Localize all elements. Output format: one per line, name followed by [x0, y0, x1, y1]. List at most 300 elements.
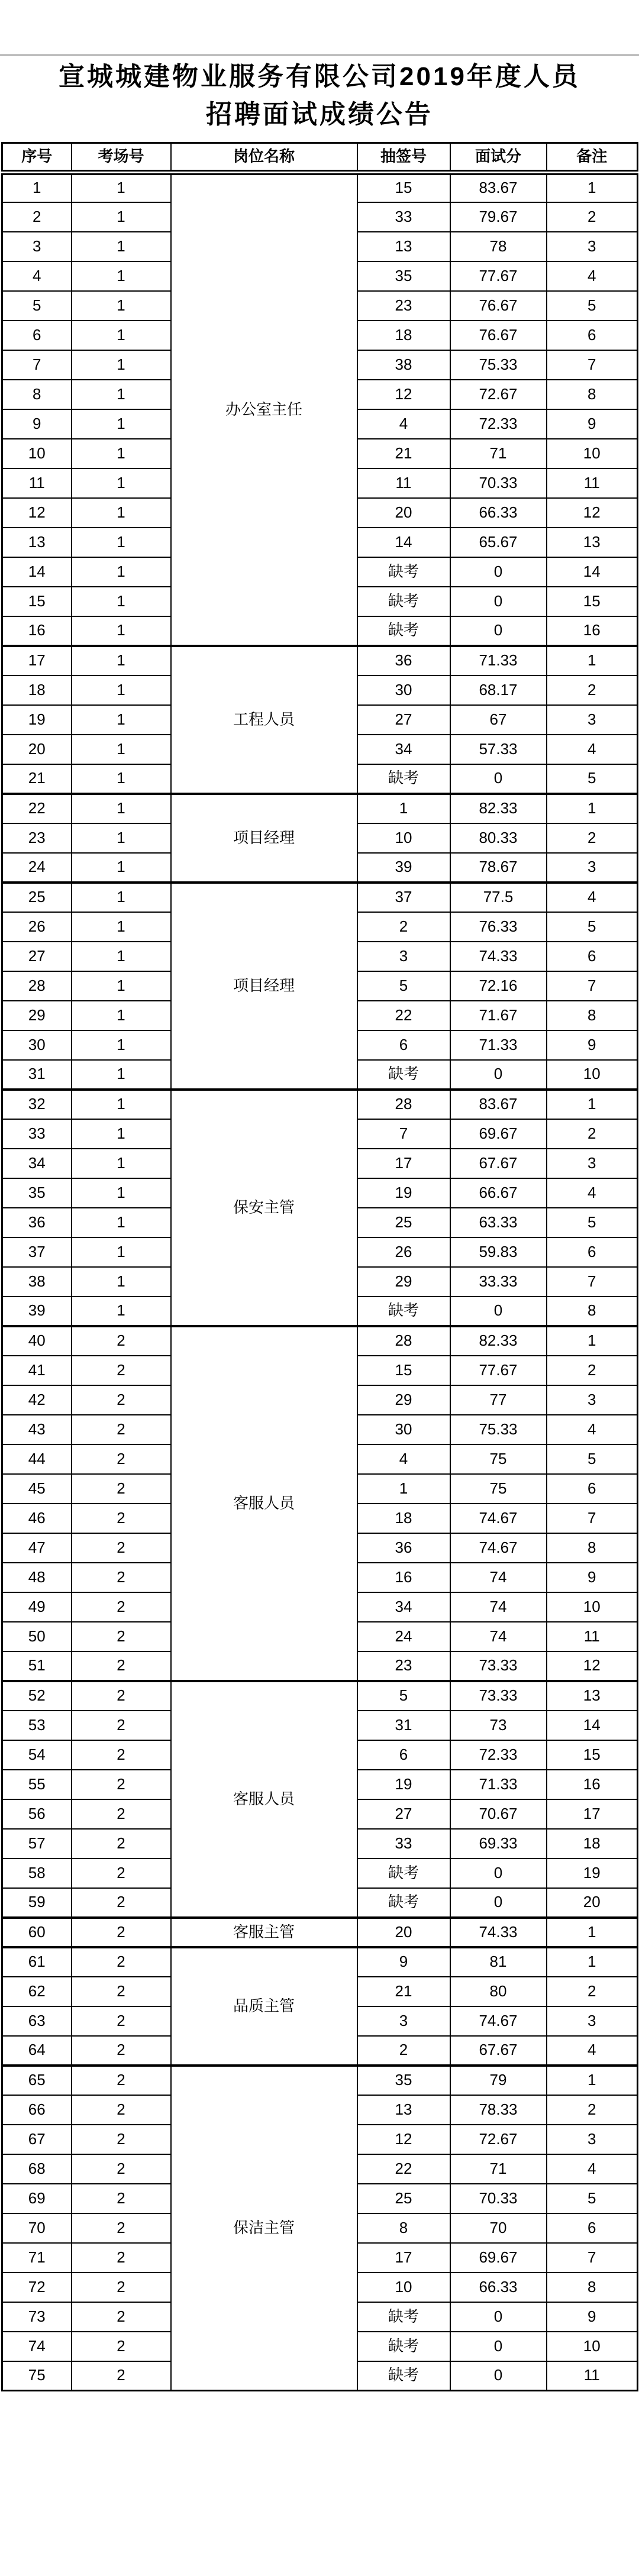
cell-remark: 6 [547, 942, 638, 971]
cell-score: 0 [450, 1060, 547, 1090]
cell-serial: 21 [2, 764, 72, 794]
page-title-line2: 招聘面试成绩公告 [206, 100, 433, 129]
cell-remark: 19 [547, 1859, 638, 1888]
cell-serial: 24 [2, 853, 72, 883]
cell-score: 77.67 [450, 261, 547, 291]
cell-serial: 14 [2, 557, 72, 587]
cell-room: 2 [72, 1859, 171, 1888]
cell-room: 2 [72, 1504, 171, 1533]
cell-draw: 1 [357, 1474, 450, 1504]
cell-draw: 37 [357, 883, 450, 912]
cell-remark: 10 [547, 2332, 638, 2361]
cell-draw: 23 [357, 291, 450, 321]
column-header-serial: 序号 [2, 143, 72, 173]
cell-score: 69.33 [450, 1829, 547, 1859]
cell-score: 63.33 [450, 1208, 547, 1237]
cell-room: 1 [72, 705, 171, 735]
cell-serial: 63 [2, 2006, 72, 2036]
cell-remark: 11 [547, 2361, 638, 2391]
cell-draw: 1 [357, 794, 450, 823]
cell-draw: 缺考 [357, 1888, 450, 1918]
cell-serial: 6 [2, 321, 72, 350]
cell-score: 78.33 [450, 2095, 547, 2125]
cell-draw: 缺考 [357, 587, 450, 616]
cell-serial: 7 [2, 350, 72, 380]
cell-score: 74.33 [450, 942, 547, 971]
cell-score: 74.67 [450, 1504, 547, 1533]
cell-room: 1 [72, 1030, 171, 1060]
table-row [2, 173, 638, 202]
cell-score: 71.33 [450, 646, 547, 675]
cell-score: 77 [450, 1385, 547, 1415]
cell-remark: 9 [547, 2302, 638, 2332]
cell-serial: 56 [2, 1799, 72, 1829]
cell-serial: 43 [2, 1415, 72, 1444]
cell-room: 2 [72, 1415, 171, 1444]
cell-score: 59.83 [450, 1237, 547, 1267]
cell-score: 69.67 [450, 2243, 547, 2273]
cell-room: 2 [72, 1740, 171, 1770]
cell-serial: 34 [2, 1149, 72, 1178]
cell-remark: 16 [547, 616, 638, 646]
cell-serial: 30 [2, 1030, 72, 1060]
cell-room: 2 [72, 1947, 171, 1977]
cell-room: 1 [72, 675, 171, 705]
cell-draw: 13 [357, 232, 450, 261]
cell-draw: 29 [357, 1267, 450, 1297]
cell-remark: 10 [547, 1060, 638, 1090]
cell-remark: 20 [547, 1888, 638, 1918]
cell-remark: 5 [547, 764, 638, 794]
cell-remark: 4 [547, 735, 638, 764]
cell-draw: 缺考 [357, 1859, 450, 1888]
cell-serial: 22 [2, 794, 72, 823]
cell-remark: 3 [547, 232, 638, 261]
cell-room: 1 [72, 261, 171, 291]
cell-remark: 2 [547, 1119, 638, 1149]
cell-room: 2 [72, 1770, 171, 1799]
cell-room: 1 [72, 1149, 171, 1178]
cell-room: 2 [72, 1385, 171, 1415]
cell-remark: 1 [547, 646, 638, 675]
cell-remark: 5 [547, 2184, 638, 2213]
cell-draw: 缺考 [357, 1060, 450, 1090]
cell-draw: 缺考 [357, 2361, 450, 2391]
cell-remark: 4 [547, 2154, 638, 2184]
cell-position: 客服人员 [171, 1326, 357, 1681]
cell-room: 1 [72, 1119, 171, 1149]
cell-serial: 36 [2, 1208, 72, 1237]
cell-serial: 10 [2, 439, 72, 468]
table-row [2, 646, 638, 675]
cell-remark: 2 [547, 1977, 638, 2006]
cell-draw: 34 [357, 735, 450, 764]
cell-remark: 3 [547, 1385, 638, 1415]
cell-score: 0 [450, 2302, 547, 2332]
cell-draw: 7 [357, 1119, 450, 1149]
cell-draw: 6 [357, 1030, 450, 1060]
cell-remark: 9 [547, 409, 638, 439]
cell-remark: 8 [547, 2273, 638, 2302]
cell-serial: 19 [2, 705, 72, 735]
cell-score: 74.67 [450, 2006, 547, 2036]
cell-draw: 3 [357, 942, 450, 971]
cell-room: 1 [72, 1297, 171, 1326]
cell-serial: 58 [2, 1859, 72, 1888]
cell-serial: 13 [2, 528, 72, 557]
cell-position: 保安主管 [171, 1090, 357, 1326]
cell-serial: 4 [2, 261, 72, 291]
cell-remark: 3 [547, 705, 638, 735]
cell-draw: 38 [357, 350, 450, 380]
cell-serial: 47 [2, 1533, 72, 1563]
cell-score: 75 [450, 1474, 547, 1504]
cell-draw: 24 [357, 1622, 450, 1651]
cell-remark: 4 [547, 2036, 638, 2066]
cell-draw: 缺考 [357, 557, 450, 587]
cell-serial: 17 [2, 646, 72, 675]
cell-draw: 26 [357, 1237, 450, 1267]
cell-score: 72.67 [450, 380, 547, 409]
cell-remark: 3 [547, 2125, 638, 2154]
cell-score: 71 [450, 439, 547, 468]
cell-remark: 11 [547, 468, 638, 498]
cell-room: 2 [72, 1977, 171, 2006]
cell-score: 79.67 [450, 202, 547, 232]
cell-remark: 9 [547, 1030, 638, 1060]
cell-remark: 1 [547, 794, 638, 823]
cell-room: 2 [72, 1681, 171, 1711]
cell-serial: 74 [2, 2332, 72, 2361]
cell-serial: 40 [2, 1326, 72, 1356]
cell-remark: 5 [547, 1208, 638, 1237]
cell-position: 客服人员 [171, 1681, 357, 1918]
cell-score: 75 [450, 1444, 547, 1474]
cell-draw: 18 [357, 321, 450, 350]
cell-score: 80.33 [450, 823, 547, 853]
cell-room: 2 [72, 2302, 171, 2332]
cell-room: 2 [72, 1474, 171, 1504]
cell-draw: 19 [357, 1178, 450, 1208]
cell-draw: 缺考 [357, 2302, 450, 2332]
cell-score: 67.67 [450, 2036, 547, 2066]
cell-score: 71.33 [450, 1770, 547, 1799]
cell-remark: 2 [547, 2095, 638, 2125]
cell-draw: 6 [357, 1740, 450, 1770]
cell-serial: 28 [2, 971, 72, 1001]
cell-room: 1 [72, 971, 171, 1001]
cell-score: 82.33 [450, 1326, 547, 1356]
cell-room: 1 [72, 173, 171, 202]
cell-score: 73.33 [450, 1681, 547, 1711]
cell-remark: 12 [547, 1651, 638, 1681]
cell-room: 2 [72, 2213, 171, 2243]
cell-score: 73 [450, 1711, 547, 1740]
cell-serial: 16 [2, 616, 72, 646]
cell-serial: 50 [2, 1622, 72, 1651]
cell-serial: 62 [2, 1977, 72, 2006]
cell-room: 2 [72, 1622, 171, 1651]
cell-serial: 57 [2, 1829, 72, 1859]
table-row [2, 794, 638, 823]
cell-serial: 18 [2, 675, 72, 705]
cell-draw: 缺考 [357, 1297, 450, 1326]
cell-serial: 55 [2, 1770, 72, 1799]
column-header-room: 考场号 [72, 143, 171, 173]
cell-score: 71.67 [450, 1001, 547, 1030]
table-row [2, 1681, 638, 1711]
cell-serial: 12 [2, 498, 72, 528]
cell-score: 67 [450, 705, 547, 735]
cell-score: 0 [450, 2332, 547, 2361]
cell-serial: 69 [2, 2184, 72, 2213]
cell-remark: 2 [547, 202, 638, 232]
cell-serial: 71 [2, 2243, 72, 2273]
cell-serial: 67 [2, 2125, 72, 2154]
cell-score: 78 [450, 232, 547, 261]
cell-room: 1 [72, 1178, 171, 1208]
cell-score: 76.67 [450, 291, 547, 321]
cell-score: 72.33 [450, 1740, 547, 1770]
cell-remark: 4 [547, 261, 638, 291]
cell-position: 品质主管 [171, 1947, 357, 2066]
cell-room: 1 [72, 587, 171, 616]
cell-remark: 6 [547, 2213, 638, 2243]
cell-score: 0 [450, 616, 547, 646]
cell-remark: 1 [547, 173, 638, 202]
cell-draw: 19 [357, 1770, 450, 1799]
cell-serial: 64 [2, 2036, 72, 2066]
cell-score: 74.67 [450, 1533, 547, 1563]
cell-draw: 16 [357, 1563, 450, 1592]
cell-room: 1 [72, 942, 171, 971]
cell-score: 69.67 [450, 1119, 547, 1149]
cell-draw: 4 [357, 409, 450, 439]
cell-draw: 28 [357, 1326, 450, 1356]
cell-score: 77.67 [450, 1356, 547, 1385]
column-header-draw: 抽签号 [357, 143, 450, 173]
cell-draw: 29 [357, 1385, 450, 1415]
cell-serial: 11 [2, 468, 72, 498]
cell-remark: 8 [547, 1297, 638, 1326]
cell-remark: 2 [547, 675, 638, 705]
cell-score: 76.67 [450, 321, 547, 350]
cell-draw: 39 [357, 853, 450, 883]
cell-serial: 35 [2, 1178, 72, 1208]
cell-room: 1 [72, 232, 171, 261]
cell-draw: 8 [357, 2213, 450, 2243]
cell-score: 70.33 [450, 2184, 547, 2213]
cell-room: 1 [72, 883, 171, 912]
cell-draw: 缺考 [357, 616, 450, 646]
cell-room: 2 [72, 1888, 171, 1918]
cell-position: 项目经理 [171, 794, 357, 883]
column-header-remark: 备注 [547, 143, 638, 173]
cell-draw: 27 [357, 1799, 450, 1829]
cell-score: 0 [450, 1859, 547, 1888]
cell-score: 78.67 [450, 853, 547, 883]
cell-room: 2 [72, 2243, 171, 2273]
cell-room: 2 [72, 1918, 171, 1947]
cell-serial: 68 [2, 2154, 72, 2184]
cell-serial: 41 [2, 1356, 72, 1385]
cell-room: 2 [72, 2125, 171, 2154]
cell-position: 项目经理 [171, 883, 357, 1090]
cell-draw: 缺考 [357, 764, 450, 794]
cell-room: 1 [72, 350, 171, 380]
cell-serial: 23 [2, 823, 72, 853]
cell-score: 66.33 [450, 2273, 547, 2302]
cell-draw: 5 [357, 1681, 450, 1711]
cell-room: 1 [72, 409, 171, 439]
cell-draw: 10 [357, 2273, 450, 2302]
cell-remark: 13 [547, 1681, 638, 1711]
cell-remark: 6 [547, 1237, 638, 1267]
cell-serial: 33 [2, 1119, 72, 1149]
cell-serial: 65 [2, 2066, 72, 2095]
cell-draw: 30 [357, 675, 450, 705]
cell-room: 2 [72, 2332, 171, 2361]
cell-room: 1 [72, 853, 171, 883]
cell-draw: 36 [357, 1533, 450, 1563]
cell-serial: 38 [2, 1267, 72, 1297]
cell-serial: 75 [2, 2361, 72, 2391]
cell-score: 70 [450, 2213, 547, 2243]
cell-score: 33.33 [450, 1267, 547, 1297]
cell-remark: 1 [547, 1947, 638, 1977]
cell-draw: 33 [357, 1829, 450, 1859]
cell-serial: 60 [2, 1918, 72, 1947]
cell-room: 2 [72, 1356, 171, 1385]
cell-score: 66.67 [450, 1178, 547, 1208]
cell-serial: 1 [2, 173, 72, 202]
cell-score: 76.33 [450, 912, 547, 942]
cell-score: 72.33 [450, 409, 547, 439]
page-title-line1: 宣城城建物业服务有限公司2019年度人员 [59, 62, 580, 91]
cell-remark: 8 [547, 380, 638, 409]
cell-draw: 34 [357, 1592, 450, 1622]
cell-remark: 9 [547, 1563, 638, 1592]
cell-room: 2 [72, 1592, 171, 1622]
cell-score: 66.33 [450, 498, 547, 528]
cell-remark: 5 [547, 1444, 638, 1474]
cell-score: 74.33 [450, 1918, 547, 1947]
cell-room: 2 [72, 2036, 171, 2066]
cell-score: 75.33 [450, 350, 547, 380]
cell-remark: 5 [547, 912, 638, 942]
cell-room: 2 [72, 2184, 171, 2213]
cell-remark: 1 [547, 2066, 638, 2095]
cell-score: 80 [450, 1977, 547, 2006]
cell-remark: 8 [547, 1001, 638, 1030]
cell-room: 1 [72, 1267, 171, 1297]
cell-remark: 6 [547, 321, 638, 350]
cell-room: 2 [72, 2095, 171, 2125]
cell-score: 74 [450, 1622, 547, 1651]
cell-room: 2 [72, 1711, 171, 1740]
cell-remark: 7 [547, 1267, 638, 1297]
cell-score: 68.17 [450, 675, 547, 705]
cell-score: 70.33 [450, 468, 547, 498]
cell-room: 1 [72, 321, 171, 350]
cell-score: 67.67 [450, 1149, 547, 1178]
column-header-score: 面试分 [450, 143, 547, 173]
cell-remark: 3 [547, 1149, 638, 1178]
cell-remark: 17 [547, 1799, 638, 1829]
cell-remark: 7 [547, 1504, 638, 1533]
cell-draw: 25 [357, 1208, 450, 1237]
cell-room: 1 [72, 528, 171, 557]
cell-draw: 11 [357, 468, 450, 498]
cell-score: 83.67 [450, 173, 547, 202]
cell-room: 2 [72, 2273, 171, 2302]
cell-remark: 8 [547, 1533, 638, 1563]
cell-score: 0 [450, 587, 547, 616]
cell-draw: 缺考 [357, 2332, 450, 2361]
table-row [2, 1947, 638, 1977]
cell-room: 2 [72, 1533, 171, 1563]
cell-serial: 52 [2, 1681, 72, 1711]
cell-draw: 4 [357, 1444, 450, 1474]
cell-room: 1 [72, 468, 171, 498]
cell-remark: 1 [547, 1326, 638, 1356]
cell-remark: 14 [547, 557, 638, 587]
table-row [2, 1326, 638, 1356]
cell-draw: 30 [357, 1415, 450, 1444]
cell-room: 1 [72, 646, 171, 675]
cell-serial: 73 [2, 2302, 72, 2332]
cell-score: 0 [450, 1888, 547, 1918]
cell-remark: 3 [547, 2006, 638, 2036]
cell-room: 1 [72, 1208, 171, 1237]
cell-draw: 35 [357, 2066, 450, 2095]
cell-score: 74 [450, 1592, 547, 1622]
cell-remark: 2 [547, 823, 638, 853]
cell-serial: 39 [2, 1297, 72, 1326]
cell-draw: 12 [357, 380, 450, 409]
cell-draw: 17 [357, 1149, 450, 1178]
cell-serial: 37 [2, 1237, 72, 1267]
cell-remark: 11 [547, 1622, 638, 1651]
cell-room: 1 [72, 735, 171, 764]
cell-score: 72.16 [450, 971, 547, 1001]
cell-room: 2 [72, 1651, 171, 1681]
cell-remark: 10 [547, 439, 638, 468]
cell-score: 72.67 [450, 2125, 547, 2154]
cell-score: 0 [450, 764, 547, 794]
cell-draw: 20 [357, 1918, 450, 1947]
cell-room: 1 [72, 912, 171, 942]
cell-serial: 51 [2, 1651, 72, 1681]
cell-serial: 54 [2, 1740, 72, 1770]
cell-draw: 28 [357, 1090, 450, 1119]
cell-draw: 36 [357, 646, 450, 675]
cell-serial: 15 [2, 587, 72, 616]
cell-remark: 15 [547, 587, 638, 616]
cell-remark: 16 [547, 1770, 638, 1799]
cell-serial: 9 [2, 409, 72, 439]
table-row [2, 1918, 638, 1947]
cell-position: 客服主管 [171, 1918, 357, 1947]
cell-room: 2 [72, 2066, 171, 2095]
cell-serial: 31 [2, 1060, 72, 1090]
cell-remark: 7 [547, 350, 638, 380]
cell-draw: 21 [357, 1977, 450, 2006]
cell-position: 保洁主管 [171, 2066, 357, 2391]
cell-score: 0 [450, 557, 547, 587]
cell-draw: 12 [357, 2125, 450, 2154]
cell-room: 1 [72, 1090, 171, 1119]
